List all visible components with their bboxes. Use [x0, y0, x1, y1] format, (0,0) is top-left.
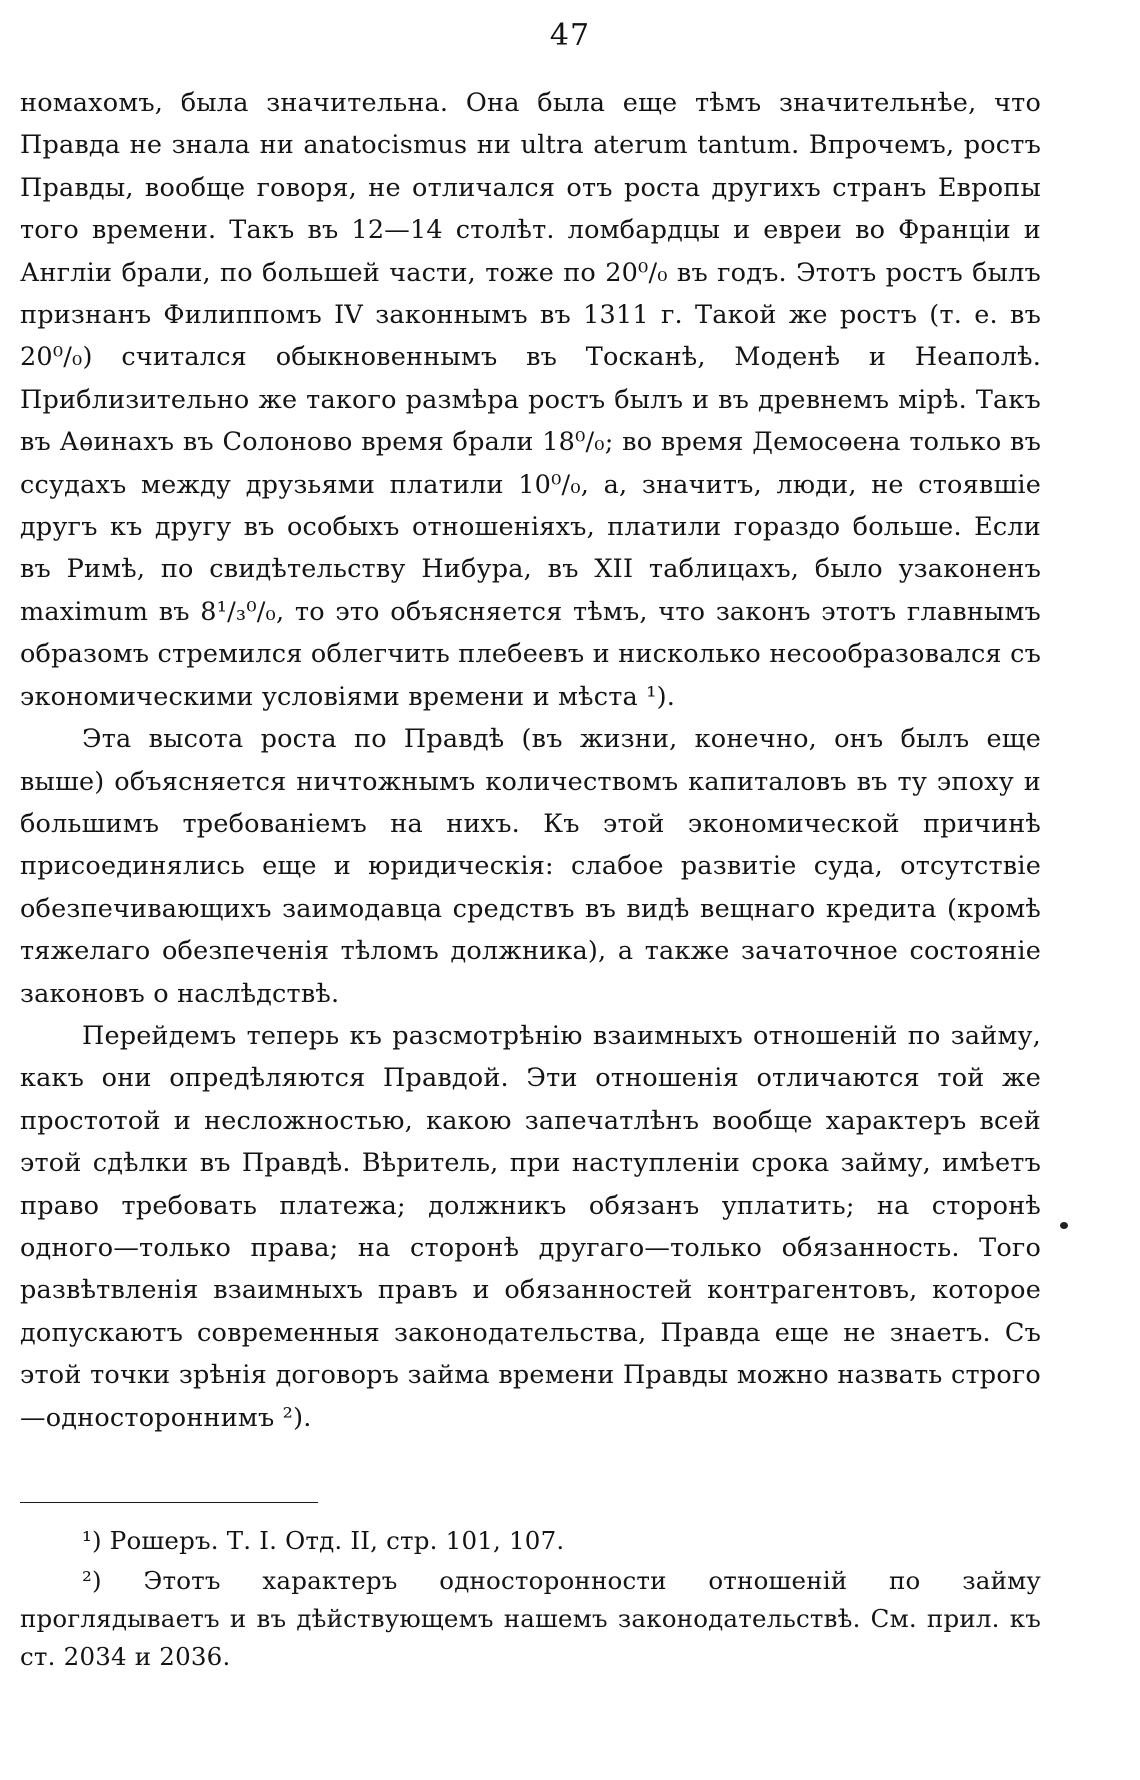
paragraph-1: номахомъ, была значительна. Она была еще тѣмъ значительнѣе, что Правда не знала ни anatocismus ни ultra aterum tantum. Впрочемъ, ростъ Правды, вообще говоря, не отличался отъ роста другихъ странъ Европы того времени. Такъ въ 12—14 столѣт. ломбардцы и евреи во Франціи и Англіи брали, по большей части, тоже по 20⁰/₀ въ годъ. Этотъ ростъ былъ признанъ Филиппомъ IV законнымъ въ 1311 г. Такой же ростъ (т. е. въ 20⁰/₀) считался обыкновеннымъ въ Тосканѣ, Моденѣ и Неаполѣ. Приблизительно же такого размѣра ростъ былъ и въ древнемъ мірѣ. Такъ въ Аѳинахъ въ Солоново время брали 18⁰/₀; во время Демосѳена только въ ссудахъ между друзьями платили 10⁰/₀, а, значитъ, люди, не стоявшіе другъ къ другу въ особыхъ отношеніяхъ, платили гораздо больше. Если въ Римѣ, по свидѣтельству Нибура, въ XII таблицахъ, было узаконенъ maximum въ 8¹/₃⁰/₀, то это объясняется тѣмъ, что законъ этотъ главнымъ образомъ стремился облегчить плебеевъ и нисколько несообразовался съ экономическими условіями времени и мѣста ¹). — [20, 88, 1041, 712]
footnote-1: ¹) Рошеръ. Т. I. Отд. II, стр. 101, 107. — [82, 1526, 565, 1555]
paragraph-2: Эта высота роста по Правдѣ (въ жизни, конечно, онъ былъ еще выше) объясняется ничтожнымъ количествомъ капиталовъ въ ту эпоху и большимъ требованіемъ на нихъ. Къ этой экономической причинѣ присоединялись еще и юридическія: слабое развитіе суда, отсутствіе обезпечивающихъ заимодавца средствъ въ видѣ вещнаго кредита (кромѣ тяжелаго обезпеченія тѣломъ должника), а также зачаточное состояніе законовъ о наслѣдствѣ. — [20, 724, 1041, 1009]
main-text — [20, 82, 1041, 1439]
footnote-separator — [20, 1502, 318, 1503]
footnotes — [20, 1522, 1041, 1676]
footnote-2: ²) Этотъ характеръ односторонности отношеній по займу проглядываетъ и въ дѣйствующемъ нашемъ законодательствѣ. См. прил. къ ст. 2034 и 2036. — [20, 1566, 1041, 1671]
page-number: 47 — [549, 18, 591, 53]
paragraph-3: Перейдемъ теперь къ разсмотрѣнію взаимныхъ отношеній по займу, какъ они опредѣляются Правдой. Эти отношенія отличаются той же простотой и несложностью, какою запечатлѣнъ вообще характеръ всей этой сдѣлки въ Правдѣ. Вѣритель, при наступленіи срока займу, имѣетъ право требовать платежа; должникъ обязанъ уплатить; на сторонѣ одного—только права; на сторонѣ другаго—только обязанность. Того развѣтвленія взаимныхъ правъ и обязанностей контрагентовъ, которое допускаютъ современныя законодательства, Правда еще не знаетъ. Съ этой точки зрѣнія договоръ займа времени Правды можно назвать строго—одностороннимъ ²). — [20, 1020, 1041, 1433]
margin-dot-mark — [1060, 1222, 1068, 1229]
